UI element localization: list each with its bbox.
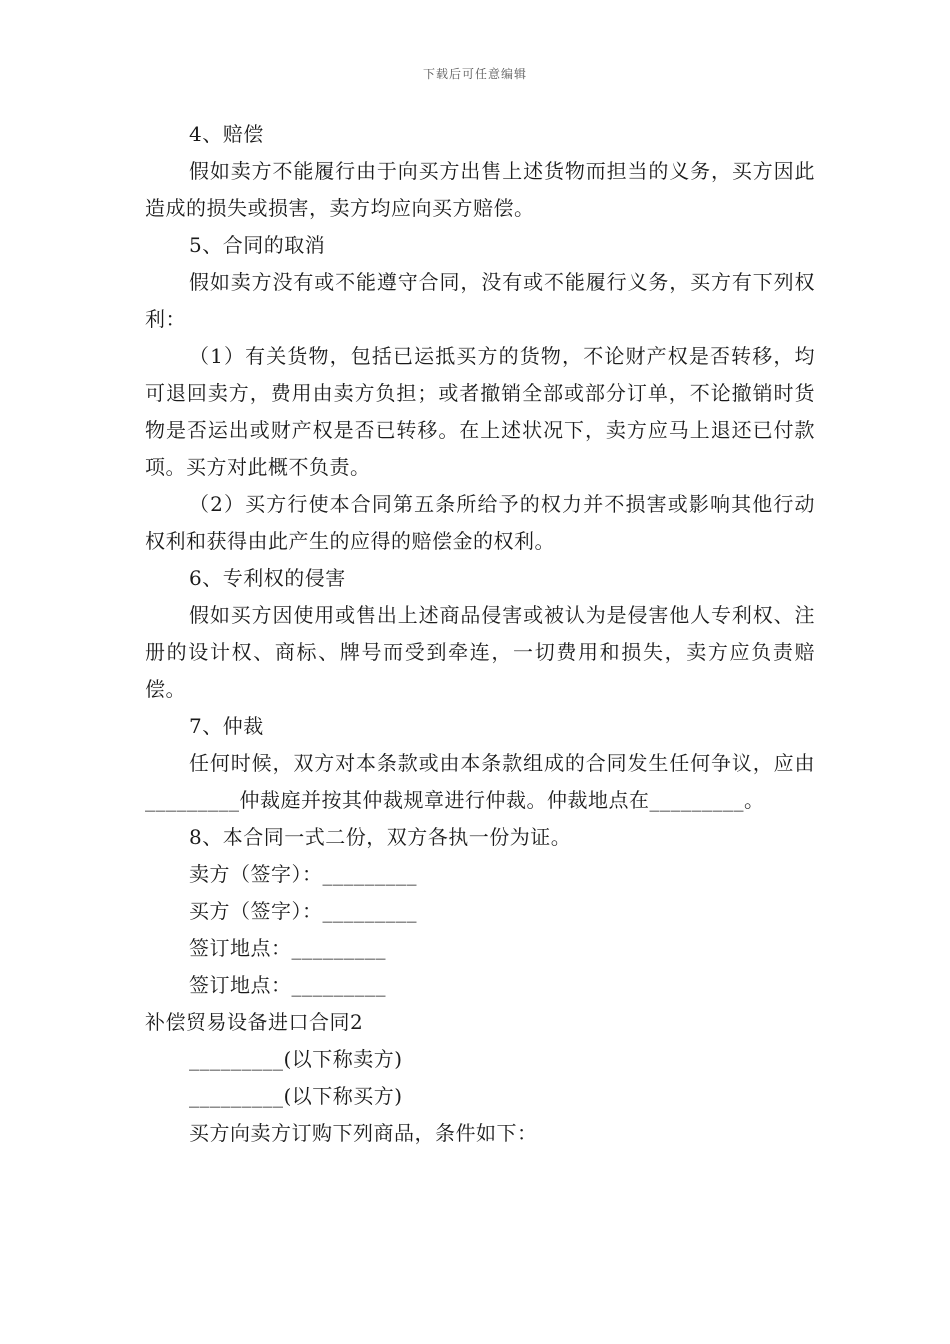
paragraph-cancellation: 假如卖方没有或不能遵守合同，没有或不能履行义务，买方有下列权利：	[145, 270, 815, 331]
party-seller: _________(以下称卖方)	[189, 1047, 403, 1071]
signing-place-1: 签订地点：_________	[189, 936, 386, 960]
signature-buyer: 买方（签字）：_________	[189, 899, 417, 923]
signing-place-2: 签订地点：_________	[189, 973, 386, 997]
paragraph-compensation: 假如卖方不能履行由于向买方出售上述货物而担当的义务，买方因此造成的损失或损害，卖方均应向买方赔偿。	[145, 159, 815, 220]
section-heading-arbitration: 7、仲裁	[189, 714, 264, 738]
paragraph-arbitration: 任何时候，双方对本条款或由本条款组成的合同发生任何争议，应由_________仲裁庭并按其仲裁规章进行仲裁。仲裁地点在_________。	[145, 751, 815, 812]
paragraph-patent: 假如买方因使用或售出上述商品侵害或被认为是侵害他人专利权、注册的设计权、商标、牌号而受到牵连，一切费用和损失，卖方应负责赔偿。	[145, 603, 815, 701]
party-buyer: _________(以下称买方)	[189, 1084, 403, 1108]
document-body	[145, 116, 815, 1152]
page-header: 下载后可任意编辑	[422, 67, 527, 81]
section-heading-compensation: 4、赔偿	[189, 122, 264, 146]
paragraph-cancellation-item-2: （2）买方行使本合同第五条所给予的权力并不损害或影响其他行动权利和获得由此产生的应得的赔偿金的权利。	[145, 492, 815, 553]
section-heading-cancellation: 5、合同的取消	[189, 233, 326, 257]
paragraph-copies: 8、本合同一式二份，双方各执一份为证。	[189, 825, 572, 849]
contract-2-title: 补偿贸易设备进口合同2	[145, 1010, 364, 1034]
paragraph-cancellation-item-1: （1）有关货物，包括已运抵买方的货物，不论财产权是否转移，均可退回卖方，费用由卖方负担；或者撤销全部或部分订单，不论撤销时货物是否运出或财产权是否已转移。在上述状况下，卖方应马上退还已付款项。买方对此概不负责。	[145, 344, 815, 479]
contract-2-intro: 买方向卖方订购下列商品，条件如下：	[189, 1121, 538, 1145]
signature-seller: 卖方（签字）：_________	[189, 862, 417, 886]
section-heading-patent: 6、专利权的侵害	[189, 566, 346, 590]
